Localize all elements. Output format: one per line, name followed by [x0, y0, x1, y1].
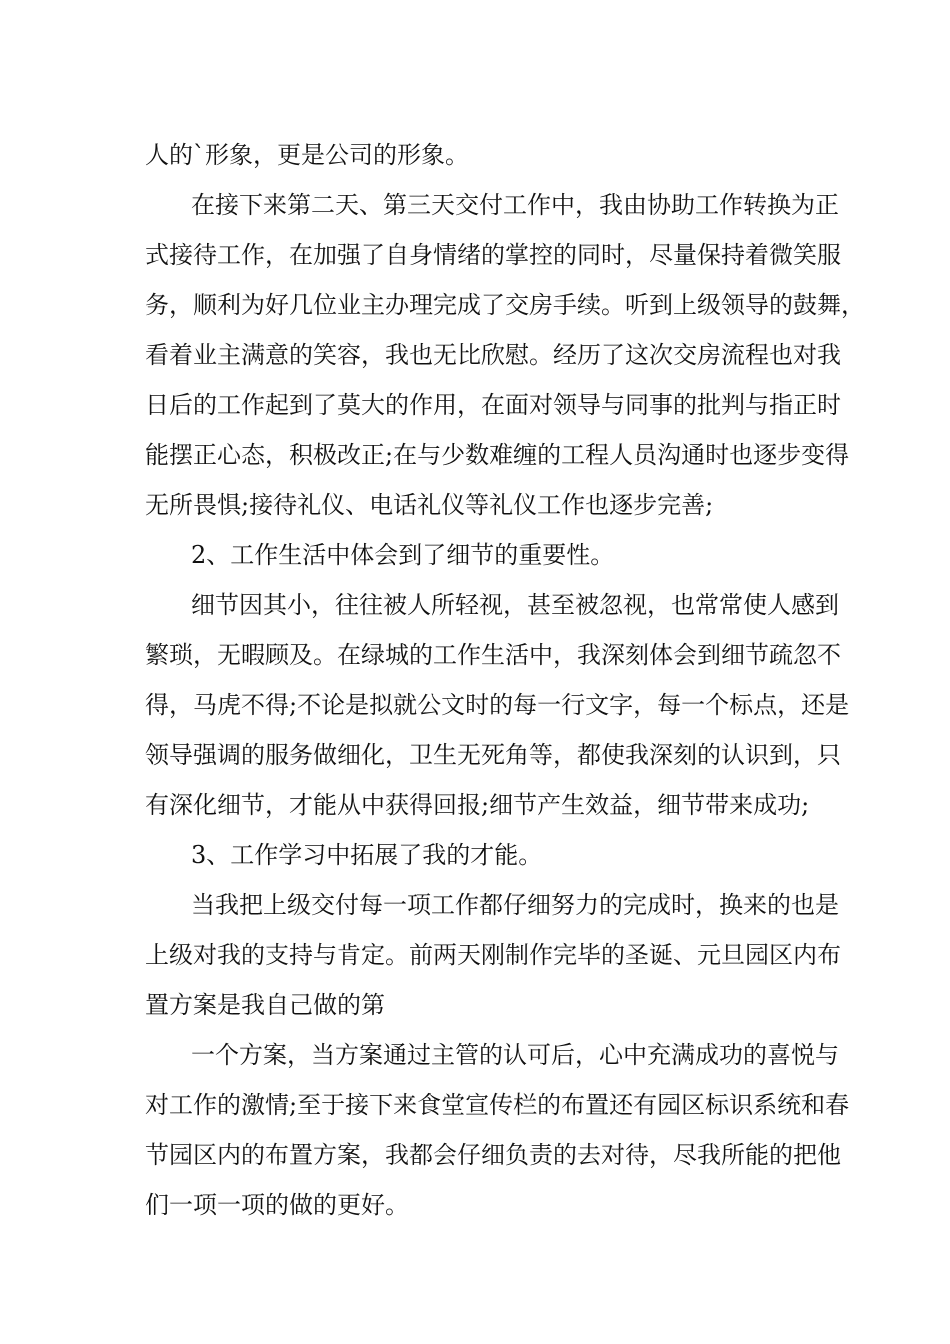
text-line: 领导强调的服务做细化，卫生无死角等，都使我深刻的认识到，只: [145, 741, 841, 769]
text-line: 节园区内的布置方案，我都会仔细负责的去对待，尽我所能的把他: [145, 1141, 841, 1169]
paragraph-start-line: 一个方案，当方案通过主管的认可后，心中充满成功的喜悦与: [191, 1041, 839, 1069]
section-heading-3: 3、工作学习中拓展了我的才能。: [191, 841, 543, 869]
paragraph-start-line: 在接下来第二天、第三天交付工作中，我由协助工作转换为正: [191, 191, 839, 219]
text-line: 务，顺利为好几位业主办理完成了交房手续。听到上级领导的鼓舞，: [145, 291, 865, 319]
text-line: 无所畏惧;接待礼仪、电话礼仪等礼仪工作也逐步完善;: [145, 491, 714, 519]
text-line: 日后的工作起到了莫大的作用，在面对领导与同事的批判与指正时: [145, 391, 841, 419]
text-line: 繁琐，无暇顾及。在绿城的工作生活中，我深刻体会到细节疏忽不: [145, 641, 841, 669]
text-line: 人的`形象，更是公司的形象。: [145, 141, 469, 169]
text-line: 上级对我的支持与肯定。前两天刚制作完毕的圣诞、元旦园区内布: [145, 941, 841, 969]
text-line: 式接待工作，在加强了自身情绪的掌控的同时，尽量保持着微笑服: [145, 241, 841, 269]
text-line: 看着业主满意的笑容，我也无比欣慰。经历了这次交房流程也对我: [145, 341, 841, 369]
paragraph-start-line: 当我把上级交付每一项工作都仔细努力的完成时，换来的也是: [191, 891, 839, 919]
text-line: 对工作的激情;至于接下来食堂宣传栏的布置还有园区标识系统和春: [145, 1091, 850, 1119]
text-line: 置方案是我自己做的第: [145, 991, 385, 1019]
text-line: 们一项一项的做的更好。: [145, 1191, 409, 1219]
text-line: 有深化细节，才能从中获得回报;细节产生效益，细节带来成功;: [145, 791, 810, 819]
text-line: 得，马虎不得;不论是拟就公文时的每一行文字，每一个标点，还是: [145, 691, 850, 719]
text-line: 能摆正心态，积极改正;在与少数难缠的工程人员沟通时也逐步变得: [145, 441, 850, 469]
paragraph-start-line: 细节因其小，往往被人所轻视，甚至被忽视，也常常使人感到: [191, 591, 839, 619]
section-heading-2: 2、工作生活中体会到了细节的重要性。: [191, 541, 615, 569]
document-body: [145, 130, 865, 1230]
